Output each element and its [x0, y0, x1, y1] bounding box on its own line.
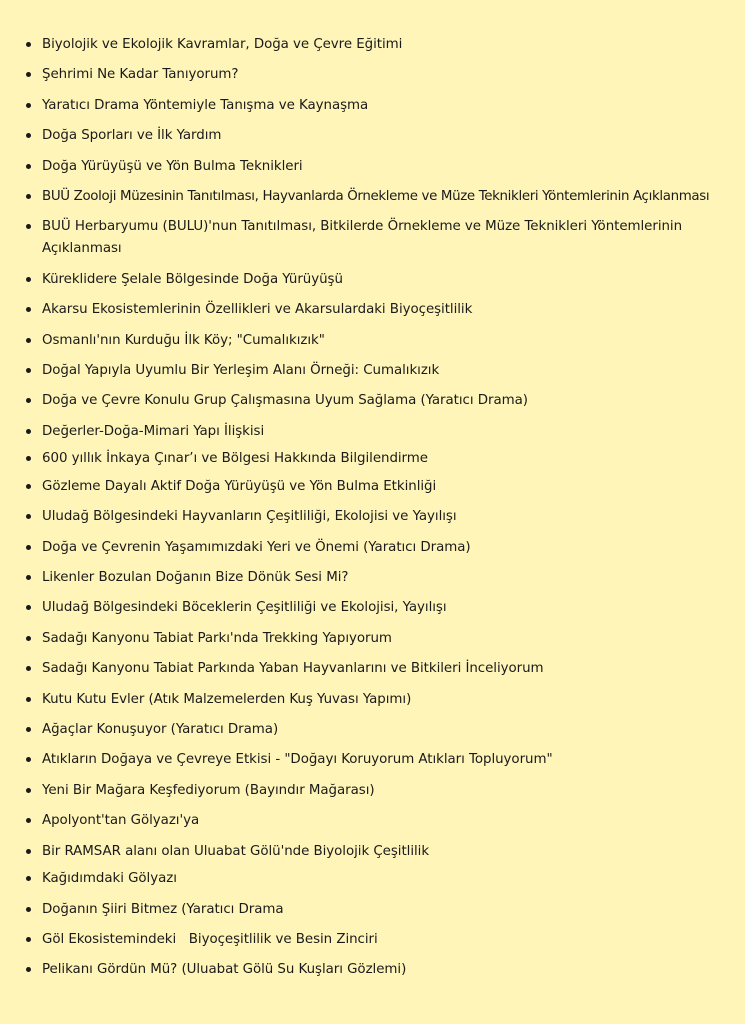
list-item-text: Likenler Bozulan Doğanın Bize Dönük Sesi Mi? [42, 570, 349, 586]
list-item-text: Biyolojik ve Ekolojik Kavramlar, Doğa ve Çevre Eğitimi [42, 37, 403, 52]
bullet-icon [26, 514, 31, 519]
list-item [20, 841, 725, 863]
list-item-text: Pelikanı Gördün Mü? (Uluabat Gölü Su Kuşları Gözlemi) [42, 962, 407, 978]
list-item-text: Doğa Sporları ve İlk Yardım [42, 128, 222, 144]
bullet-icon [26, 849, 31, 854]
bullet-icon [26, 72, 31, 77]
bullet-icon [26, 575, 31, 580]
list-item [20, 658, 725, 680]
bullet-icon [26, 907, 31, 912]
list-item [20, 476, 725, 498]
list-item-text: Osmanlı'nın Kurduğu İlk Köy; "Cumalıkızık" [42, 332, 325, 348]
list-item-text: Doğal Yapıyla Uyumlu Bir Yerleşim Alanı Örneği: Cumalıkızık [42, 362, 440, 378]
bullet-icon [26, 429, 31, 434]
list-item [20, 299, 725, 321]
list-item-text: Sadağı Kanyonu Tabiat Parkı'nda Trekking Yapıyorum [42, 630, 392, 646]
list-item-text: Apolyont'tan Gölyazı'ya [42, 813, 200, 829]
list-item [20, 567, 725, 589]
list-item-text: Doğa ve Çevre Konulu Grup Çalışmasına Uyum Sağlama (Yaratıcı Drama) [42, 393, 528, 409]
list-item-text: Uludağ Bölgesindeki Hayvanların Çeşitliliği, Ekolojisi ve Yayılışı [42, 509, 457, 525]
list-item [20, 899, 725, 921]
list-item-text: Yaratıcı Drama Yöntemiyle Tanışma ve Kaynaşma [42, 97, 369, 113]
bullet-icon [26, 368, 31, 373]
list-item-text: Uludağ Bölgesindeki Böceklerin Çeşitliliği ve Ekolojisi, Yayılışı [42, 600, 447, 616]
list-item [20, 810, 725, 832]
bullet-icon [26, 937, 31, 942]
list-item-text: BUÜ Herbaryumu (BULU)'nun Tanıtılması, Bitkilerde Örnekleme ve Müze Teknikleri Yöntemlerinin Açıklanması [42, 219, 687, 257]
bullet-icon [26, 194, 31, 199]
list-item-text: Göl Ekosistemindeki Biyoçeşitlilik ve Besin Zinciri [42, 931, 378, 947]
bullet-icon [26, 666, 31, 671]
list-item-text: Değerler-Doğa-Mimari Yapı İlişkisi [42, 423, 265, 439]
list-item-text: Sadağı Kanyonu Tabiat Parkında Yaban Hayvanlarını ve Bitkileri İnceliyorum [42, 661, 544, 677]
list-item [20, 929, 725, 951]
list-item-text: Yeni Bir Mağara Keşfediyorum (Bayındır Mağarası) [42, 782, 375, 798]
list-item [20, 156, 725, 178]
list-item [20, 959, 725, 981]
bullet-icon [26, 133, 31, 138]
list-item [20, 186, 725, 208]
list-item [20, 868, 725, 890]
list-item [20, 506, 725, 528]
list-item-text: Atıkların Doğaya ve Çevreye Etkisi - "Doğayı Koruyorum Atıkları Topluyorum" [42, 752, 553, 768]
bullet-icon [26, 398, 31, 403]
list-item [20, 421, 725, 443]
list-item-text: Ağaçlar Konuşuyor (Yaratıcı Drama) [42, 722, 279, 737]
bullet-icon [26, 277, 31, 282]
list-item [20, 780, 725, 802]
bullet-icon [26, 545, 31, 550]
list-item [20, 390, 725, 412]
list-item [20, 125, 725, 147]
list-item-text: Akarsu Ekosistemlerinin Özellikleri ve Akarsulardaki Biyoçeşitlilik [42, 302, 473, 318]
bullet-icon [26, 224, 31, 229]
list-item [20, 34, 725, 56]
bullet-icon [26, 757, 31, 762]
list-item [20, 689, 725, 711]
list-item [20, 360, 725, 382]
list-item [20, 216, 725, 260]
list-item-text: Kutu Kutu Evler (Atık Malzemelerden Kuş Yuvası Yapımı) [42, 691, 412, 707]
activity-list [20, 34, 725, 981]
list-item [20, 749, 725, 771]
list-item [20, 64, 725, 86]
bullet-icon [26, 42, 31, 47]
list-item [20, 95, 725, 117]
bullet-icon [26, 338, 31, 343]
bullet-icon [26, 967, 31, 972]
bullet-icon [26, 605, 31, 610]
list-item-text: Şehrimi Ne Kadar Tanıyorum? [42, 67, 239, 83]
list-item-text: Bir RAMSAR alanı olan Uluabat Gölü'nde Biyolojik Çeşitlilik [42, 843, 430, 859]
list-item-text: Doğanın Şiiri Bitmez (Yaratıcı Drama [42, 901, 284, 917]
bullet-icon [26, 727, 31, 732]
list-item-text: Doğa Yürüyüşü ve Yön Bulma Teknikleri [42, 158, 303, 174]
list-item [20, 537, 725, 559]
list-item-text: BUÜ Zooloji Müzesinin Tanıtılması, Hayvanlarda Örnekleme ve Müze Teknikleri Yöntemlerinin Açıklanması [42, 188, 710, 204]
bullet-icon [26, 818, 31, 823]
bullet-icon [26, 697, 31, 702]
bullet-icon [26, 484, 31, 489]
list-item-text: Gözleme Dayalı Aktif Doğa Yürüyüşü ve Yön Bulma Etkinliği [42, 478, 437, 494]
list-item [20, 330, 725, 352]
list-item-text: Doğa ve Çevrenin Yaşamımızdaki Yeri ve Önemi (Yaratıcı Drama) [42, 539, 471, 555]
list-item [20, 628, 725, 650]
list-item-text: Küreklidere Şelale Bölgesinde Doğa Yürüyüşü [42, 271, 343, 287]
list-item-text: Kağıdımdaki Gölyazı [42, 871, 177, 887]
bullet-icon [26, 636, 31, 641]
list-item-text: 600 yıllık İnkaya Çınar’ı ve Bölgesi Hakkında Bilgilendirme [42, 451, 428, 467]
bullet-icon [26, 876, 31, 881]
bullet-icon [26, 456, 31, 461]
list-item [20, 448, 725, 470]
bullet-icon [26, 307, 31, 312]
bullet-icon [26, 103, 31, 108]
list-item [20, 597, 725, 619]
list-item [20, 719, 725, 741]
bullet-icon [26, 164, 31, 169]
bullet-icon [26, 788, 31, 793]
list-item [20, 269, 725, 291]
